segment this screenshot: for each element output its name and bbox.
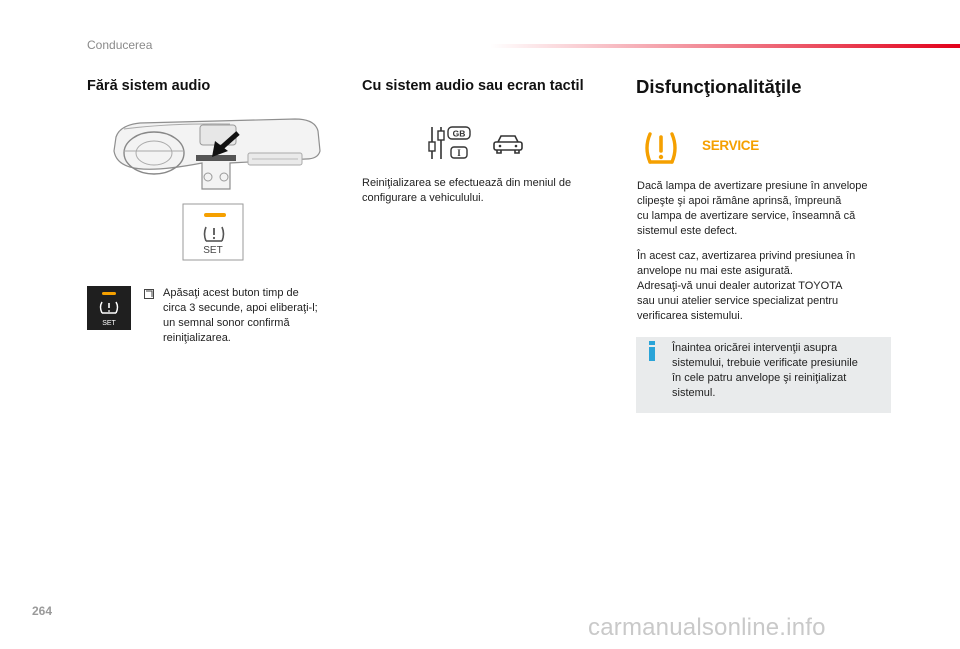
malfunction-line: sau unui atelier service specializat pentru [637,295,839,307]
set-label-closeup: SET [203,245,223,256]
malfunction-line: verificarea sistemului. [637,310,743,322]
malfunction-paragraph-2 [637,249,892,324]
note-line: Înaintea oricărei intervenţii asupra [672,342,838,354]
tire-pressure-warning-icon [642,131,680,165]
header-accent-rule [490,44,960,48]
instruction-line: circa 3 secunde, apoi eliberaţi-l; [163,302,318,314]
language-gb-text: GB [452,128,466,139]
instruction-line: un semnal sonor confirmă [163,317,290,329]
heading-no-audio: Fără sistem audio [87,78,211,94]
info-note-text [672,341,884,401]
info-icon [647,341,657,361]
malfunction-line: Dacă lampa de avertizare presiune în anvelope [637,180,868,192]
section-header: Conducerea [87,38,153,52]
malfunction-line: anvelope nu mai este asigurată. [637,265,793,277]
note-line: sistemului, trebuie verificate presiunile [672,357,858,369]
malfunction-paragraph-1 [637,179,892,239]
note-line: în cele patru anvelope şi reiniţializat [672,372,847,384]
malfunction-line: clipeşte şi apoi rămâne aprinsă, împreună [637,195,842,207]
audio-reset-text [362,176,617,206]
settings-sliders-icon [428,126,472,160]
heading-with-audio: Cu sistem audio sau ecran tactil [362,78,584,94]
heading-malfunctions: Disfuncţionalităţile [636,76,802,97]
info-i-text: I [457,148,461,158]
instruction-text [163,286,338,346]
malfunction-line: sistemul este defect. [637,225,738,237]
watermark: carmanualsonline.info [588,614,826,641]
instruction-line: Apăsaţi acest buton timp de [163,287,299,299]
malfunction-line: Adresaţi-vă unui dealer autorizat TOYOTA [637,280,843,292]
malfunction-line: cu lampa de avertizare service, înseamnă că [637,210,856,222]
page-number: 264 [32,604,53,618]
audio-reset-line: Reiniţializarea se efectuează din meniul de [362,177,572,189]
vehicle-icon [492,133,524,155]
dashboard-illustration [110,115,322,193]
set-button-label: SET [102,320,116,327]
malfunction-line: În acest caz, avertizarea privind presiunea în [637,250,856,262]
note-line: sistemul. [672,387,716,399]
audio-reset-line: configurare a vehiculului. [362,192,484,204]
instruction-line: reiniţializarea. [163,332,231,344]
instruction-bullet-icon [144,289,154,299]
service-warning-label: SERVICE [702,138,759,153]
